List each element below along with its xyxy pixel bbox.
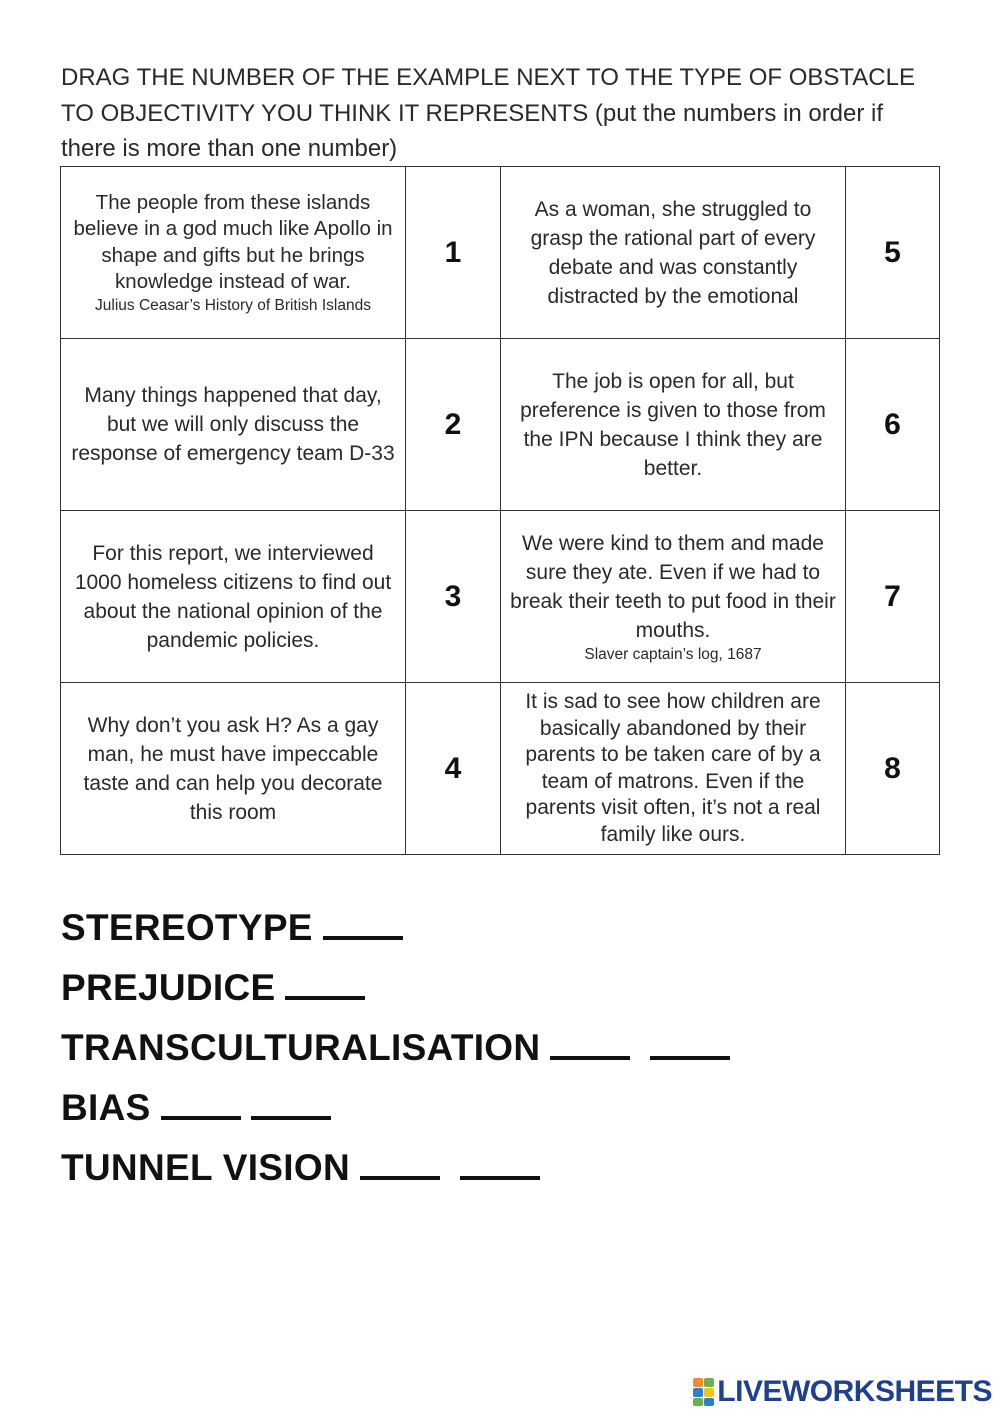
answer-blank[interactable] <box>323 936 403 940</box>
answer-prejudice <box>61 958 730 1018</box>
liveworksheets-brand <box>693 1375 992 1409</box>
answer-label: TRANSCULTURALISATION <box>61 1027 541 1068</box>
example-8-number[interactable]: 8 <box>846 683 940 855</box>
answer-blank[interactable] <box>251 1116 331 1120</box>
table-row <box>61 167 940 339</box>
example-2-text: Many things happened that day, but we will only discuss the response of emergency team D-33 <box>61 339 406 511</box>
example-6-text: The job is open for all, but preference is given to those from the IPN because I think they are better. <box>501 339 846 511</box>
answer-list <box>61 898 730 1198</box>
example-6-number[interactable]: 6 <box>846 339 940 511</box>
answer-label: TUNNEL VISION <box>61 1147 350 1188</box>
brand-name: LIVEWORKSHEETS <box>717 1375 992 1408</box>
table-row <box>61 511 940 683</box>
answer-label: PREJUDICE <box>61 967 276 1008</box>
answer-label: STEREOTYPE <box>61 907 313 948</box>
answer-blank[interactable] <box>285 996 365 1000</box>
example-7-number[interactable]: 7 <box>846 511 940 683</box>
example-2-number[interactable]: 2 <box>406 339 501 511</box>
example-4-text: Why don’t you ask H? As a gay man, he must have impeccable taste and can help you decorate this room <box>61 683 406 855</box>
answer-blank[interactable] <box>550 1056 630 1060</box>
examples-table <box>60 166 940 855</box>
example-1-number[interactable]: 1 <box>406 167 501 339</box>
example-4-number[interactable]: 4 <box>406 683 501 855</box>
example-8-text: It is sad to see how children are basically abandoned by their parents to be taken care of by a team of matrons. Even if the parents visit often, it’s not a real family like ours. <box>501 683 846 855</box>
example-1-text <box>61 167 406 339</box>
answer-blank[interactable] <box>161 1116 241 1120</box>
example-text: The people from these islands believe in a god much like Apollo in shape and gifts but he brings knowledge instead of war. <box>73 190 393 293</box>
example-3-number[interactable]: 3 <box>406 511 501 683</box>
table-row <box>61 339 940 511</box>
example-source: Julius Ceasar’s History of British Islands <box>95 296 371 314</box>
example-5-number[interactable]: 5 <box>846 167 940 339</box>
liveworksheets-logo-icon <box>693 1378 715 1406</box>
example-3-text: For this report, we interviewed 1000 homeless citizens to find out about the national opinion of the pandemic policies. <box>61 511 406 683</box>
instructions: DRAG THE NUMBER OF THE EXAMPLE NEXT TO THE TYPE OF OBSTACLE TO OBJECTIVITY YOU THINK IT REPRESENTS (put the numbers in order if there is more than one number) <box>61 64 915 162</box>
table-row <box>61 683 940 855</box>
example-text: We were kind to them and made sure they ate. Even if we had to break their teeth to put food in their mouths. <box>510 531 836 642</box>
example-7-text <box>501 511 846 683</box>
example-source: Slaver captain’s log, 1687 <box>584 645 762 663</box>
answer-transculturalisation <box>61 1018 730 1078</box>
answer-tunnel-vision <box>61 1138 730 1198</box>
answer-blank[interactable] <box>460 1176 540 1180</box>
example-5-text: As a woman, she struggled to grasp the rational part of every debate and was constantly distracted by the emotional <box>501 167 846 339</box>
answer-blank[interactable] <box>360 1176 440 1180</box>
answer-label: BIAS <box>61 1087 151 1128</box>
answer-blank[interactable] <box>650 1056 730 1060</box>
answer-stereotype <box>61 898 730 958</box>
answer-bias <box>61 1078 730 1138</box>
